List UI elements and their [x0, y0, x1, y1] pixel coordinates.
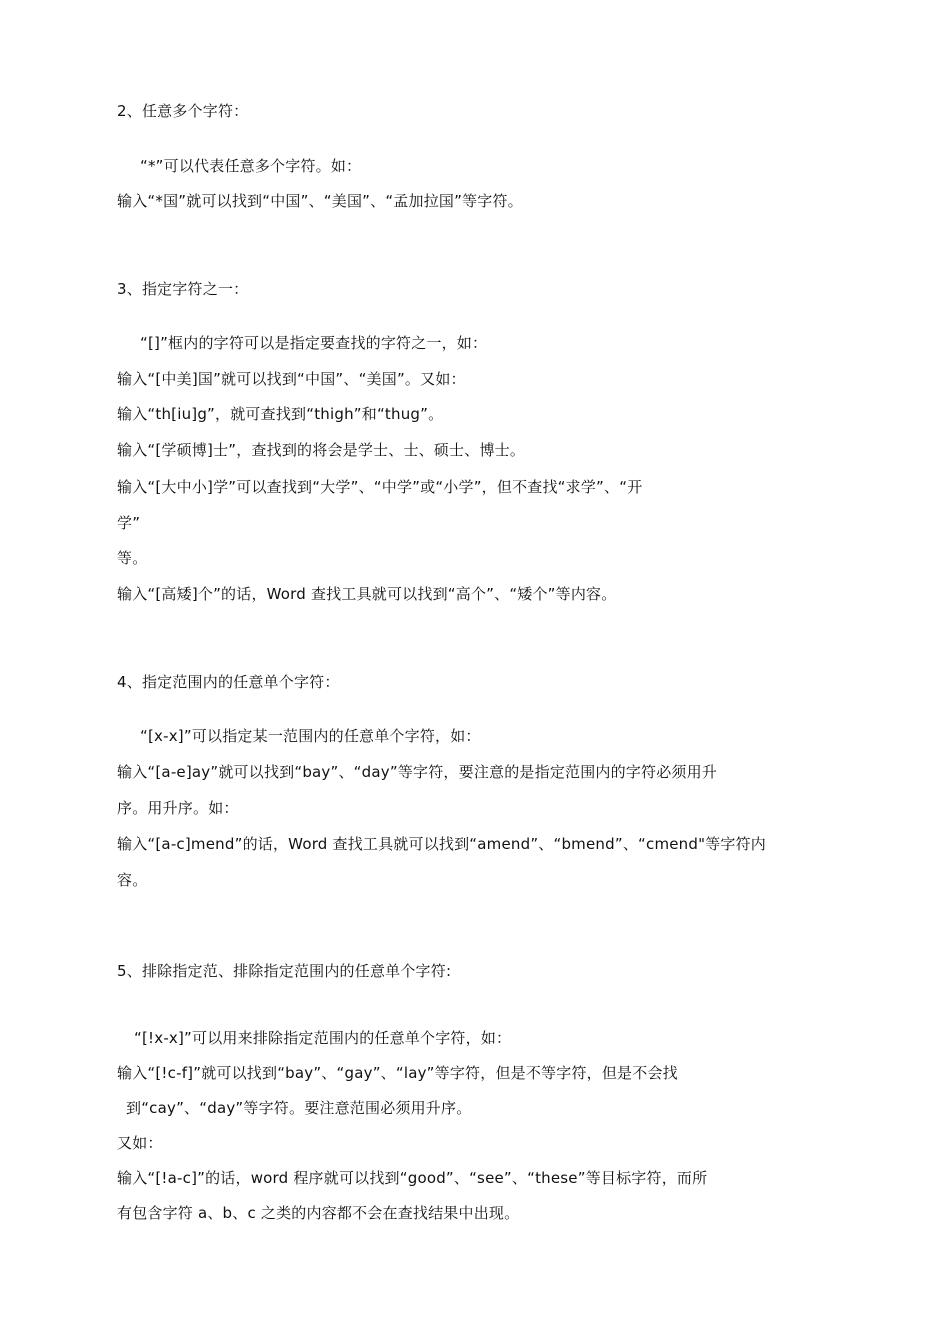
paragraph-line: 序。用升序。如：: [117, 799, 239, 817]
paragraph-line: “[]”框内的字符可以是指定要查找的字符之一，如：: [140, 334, 488, 352]
paragraph-line: 输入“[中美]国”就可以找到“中国”、“美国”。又如：: [117, 370, 466, 388]
paragraph-line: 输入“[!a-c]”的话，word 程序就可以找到“good”、“see”、“these”等目标字符，而所: [117, 1169, 708, 1187]
paragraph-line: 输入“[!c-f]”就可以找到“bay”、“gay”、“lay”等字符，但是不等字符，但是不会找: [117, 1064, 678, 1082]
paragraph-line: 到“cay”、“day”等字符。要注意范围必须用升序。: [126, 1099, 472, 1117]
paragraph-line: “*”可以代表任意多个字符。如：: [140, 157, 362, 175]
section-heading: 4、指定范围内的任意单个字符：: [117, 673, 340, 691]
paragraph-line: 等。: [117, 549, 148, 567]
section-heading: 5、排除指定范、排除指定范围内的任意单个字符:: [117, 962, 452, 980]
paragraph-line: 有包含字符 a、b、c 之类的内容都不会在查找结果中出现。: [117, 1204, 520, 1222]
paragraph-line: 输入“*国”就可以找到“中国”、“美国”、“孟加拉国”等字符。: [117, 192, 523, 210]
paragraph-line: 输入“[大中小]学”可以查找到“大学”、“中学”或“小学”，但不查找“求学”、“开: [117, 478, 643, 496]
paragraph-line: 输入“[高矮]个”的话，Word 查找工具就可以找到“高个”、“矮个”等内容。: [117, 585, 617, 603]
paragraph-line: 学”: [117, 514, 141, 532]
paragraph-line: 容。: [117, 871, 148, 889]
section-heading: 2、任意多个字符：: [117, 102, 249, 120]
paragraph-line: 输入“[a-c]mend”的话，Word 查找工具就可以找到“amend”、“bmend”、“cmend"等字符内: [117, 835, 767, 853]
paragraph-line: “[x-x]”可以指定某一范围内的任意单个字符，如：: [140, 727, 481, 745]
paragraph-line: 输入“th[iu]g”，就可查找到“thigh”和“thug”。: [117, 405, 444, 423]
paragraph-line: 又如：: [117, 1134, 163, 1152]
paragraph-line: 输入“[学硕博]士”，查找到的将会是学士、士、硕士、博士。: [117, 441, 526, 459]
paragraph-line: 输入“[a-e]ay”就可以找到“bay”、“day”等字符，要注意的是指定范围内的字符必须用升: [117, 763, 718, 781]
section-heading: 3、指定字符之一：: [117, 280, 249, 298]
paragraph-line: “[!x-x]”可以用来排除指定范围内的任意单个字符，如：: [134, 1029, 512, 1047]
